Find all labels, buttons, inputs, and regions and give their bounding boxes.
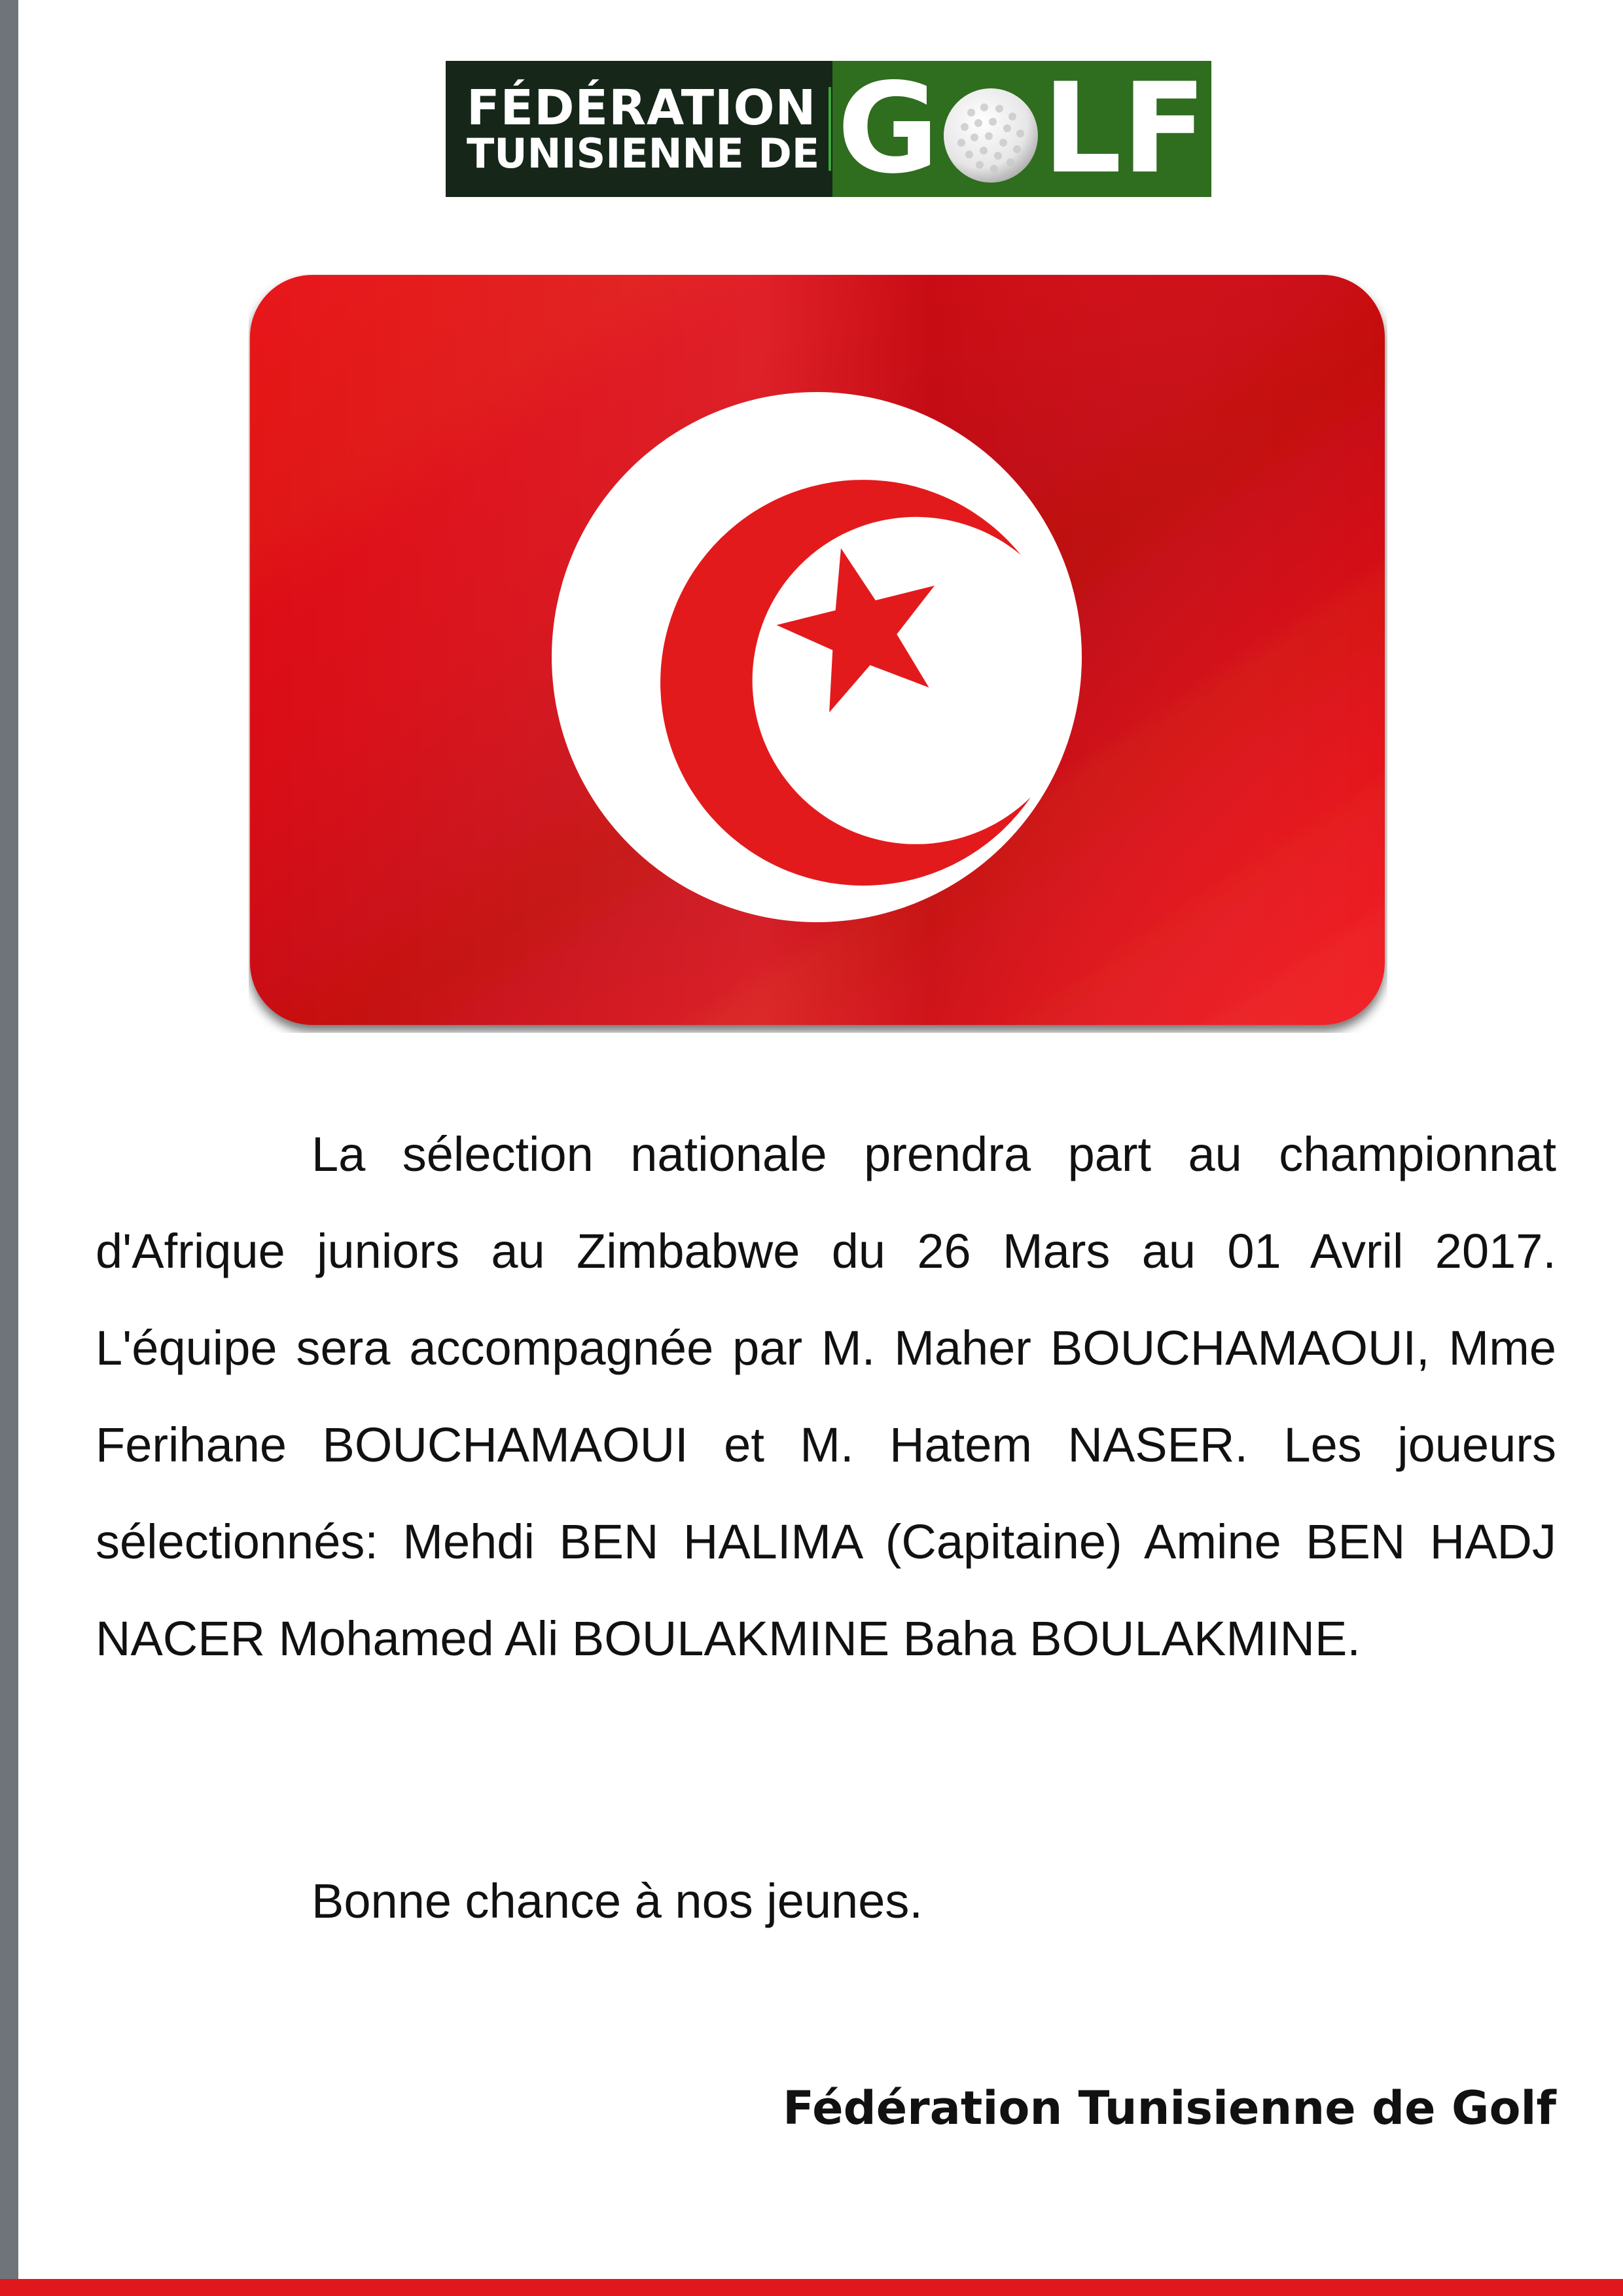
signature: Fédération Tunisienne de Golf	[783, 2081, 1556, 2135]
logo-golf-word	[837, 56, 1207, 201]
closing-line: Bonne chance à nos jeunes.	[312, 1874, 923, 1928]
left-border-bar	[0, 0, 18, 2296]
logo-golf-block	[832, 56, 1211, 201]
logo-golf-g: G	[837, 56, 940, 201]
logo-text-block	[446, 61, 827, 197]
logo-line-tunisienne: TUNISIENNE DE	[467, 130, 820, 178]
logo-line-federation: FÉDÉRATION	[467, 79, 817, 136]
federation-logo	[446, 56, 1211, 201]
logo-separator	[827, 61, 832, 197]
golf-ball-icon	[942, 80, 1040, 178]
announcement-text	[96, 1106, 1556, 1687]
tunisia-flag	[249, 274, 1387, 1033]
bottom-border-bar	[0, 2279, 1623, 2296]
logo-golf-lf: LF	[1043, 56, 1207, 201]
announcement-paragraph: La sélection nationale prendra part au championnat d'Afrique juniors au Zimbabwe du 26 Mars au 01 Avril 2017. L'équipe sera accompagnée par M. Maher BOUCHAMAOUI, Mme Ferihane BOUCHAMAOUI et M. Hatem NASER. Les joueurs sélectionnés: Mehdi BEN HALIMA (Capitaine) Amine BEN HADJ NACER Mohamed Ali BOULAKMINE Baha BOULAKMINE.	[96, 1127, 1556, 1666]
